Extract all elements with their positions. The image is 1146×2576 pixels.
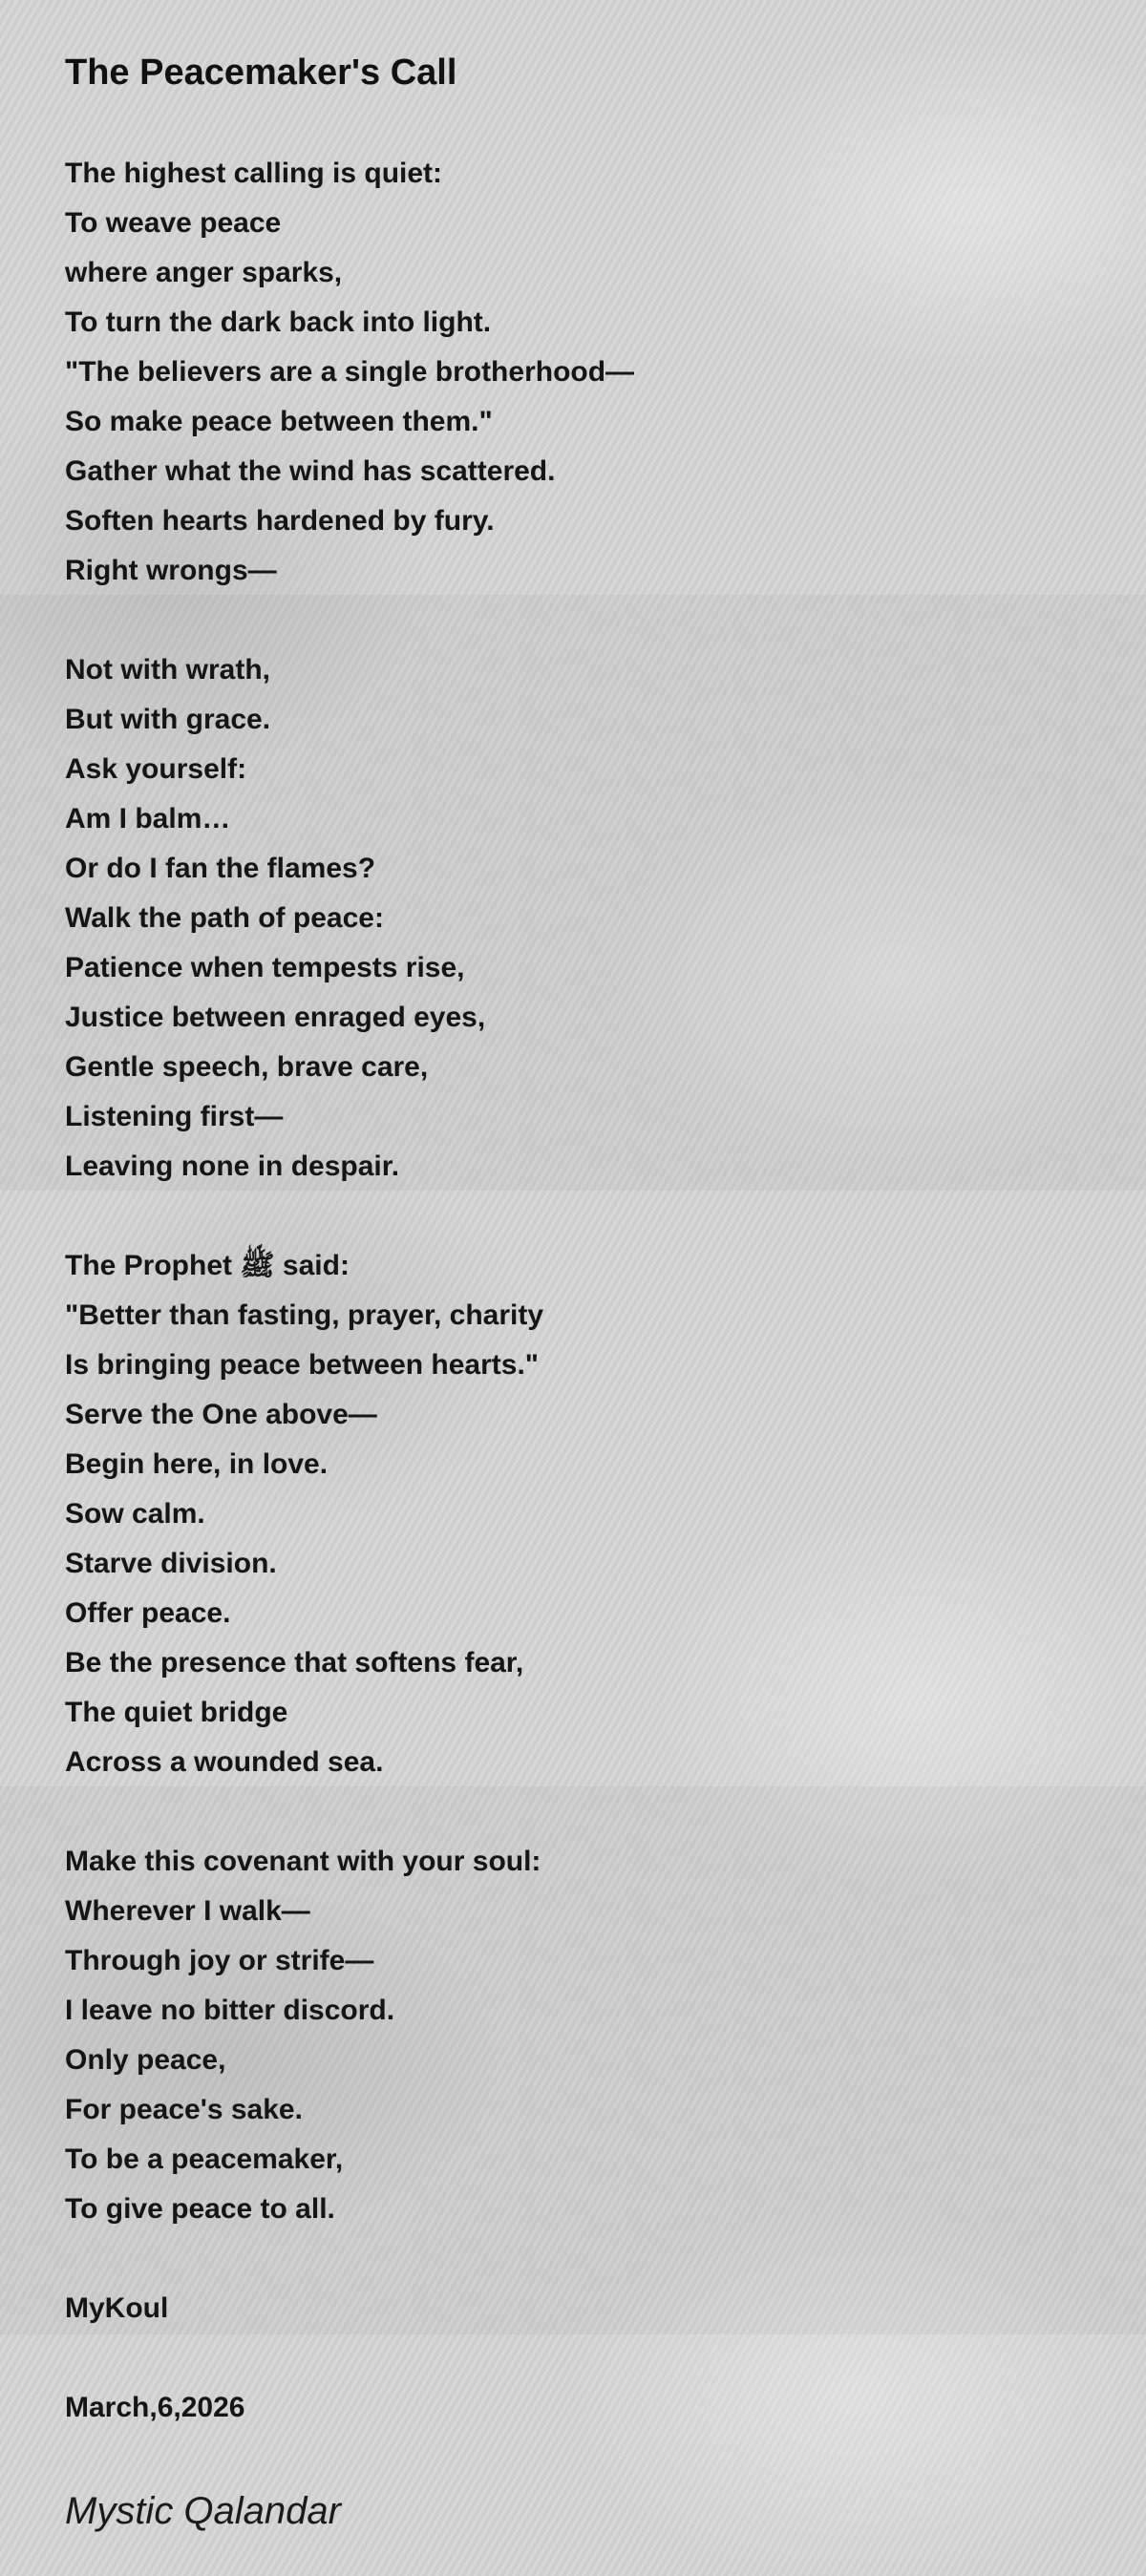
poem-line: Starve division. bbox=[65, 1548, 277, 1579]
poem-line: Is bringing peace between hearts." bbox=[65, 1349, 540, 1381]
poem-line: Through joy or strife— bbox=[65, 1945, 374, 1976]
poem-card bbox=[65, 44, 1096, 2540]
signature: Mystic Qalandar bbox=[65, 2490, 341, 2532]
poem-line: The highest calling is quiet: bbox=[65, 158, 443, 189]
poem-line: Ask yourself: bbox=[65, 753, 247, 785]
poem-line: Am I balm… bbox=[65, 803, 231, 834]
poem-line: To be a peacemaker, bbox=[65, 2143, 344, 2175]
section-gap bbox=[65, 2333, 1096, 2383]
poem-line: Justice between enraged eyes, bbox=[65, 1002, 486, 1033]
stanza-1 bbox=[65, 149, 1096, 596]
poem-line: "The believers are a single brotherhood— bbox=[65, 356, 635, 388]
stanza-3 bbox=[65, 1241, 1096, 1787]
poem-line: Offer peace. bbox=[65, 1597, 231, 1629]
poem-line: But with grace. bbox=[65, 704, 271, 735]
stanza-4 bbox=[65, 1837, 1096, 2234]
poem-line: The quiet bridge bbox=[65, 1697, 288, 1728]
stanza-gap bbox=[65, 1787, 1096, 1837]
poem-line: Wherever I walk— bbox=[65, 1895, 310, 1927]
poem-line: I leave no bitter discord. bbox=[65, 1995, 395, 2026]
poem-title: The Peacemaker's Call bbox=[65, 53, 457, 93]
poem-line: Patience when tempests rise, bbox=[65, 952, 465, 983]
poem-line: "Better than fasting, prayer, charity bbox=[65, 1299, 544, 1331]
poem-line: So make peace between them." bbox=[65, 406, 493, 437]
poem-line: Only peace, bbox=[65, 2044, 226, 2076]
poem-line: The Prophet ﷺ said: bbox=[65, 1250, 350, 1281]
poem-line: For peace's sake. bbox=[65, 2094, 303, 2125]
poem-line: To weave peace bbox=[65, 207, 282, 239]
poem-line: Be the presence that softens fear, bbox=[65, 1647, 524, 1679]
poem-line: Listening first— bbox=[65, 1101, 284, 1132]
stanza-2 bbox=[65, 645, 1096, 1192]
poem-line: To give peace to all. bbox=[65, 2193, 335, 2225]
author-name: MyKoul bbox=[65, 2292, 169, 2324]
poem-line: Gentle speech, brave care, bbox=[65, 1051, 429, 1083]
poem-line: Not with wrath, bbox=[65, 654, 270, 686]
poem-date: March,6,2026 bbox=[65, 2392, 245, 2423]
poem-line: Serve the One above— bbox=[65, 1399, 377, 1430]
poem-line: Soften hearts hardened by fury. bbox=[65, 505, 495, 537]
poem-line: Begin here, in love. bbox=[65, 1448, 329, 1480]
poem-line: Gather what the wind has scattered. bbox=[65, 455, 556, 487]
stanza-gap bbox=[65, 2234, 1096, 2284]
poem-line: where anger sparks, bbox=[65, 257, 343, 288]
poem-line: To turn the dark back into light. bbox=[65, 306, 492, 338]
poem-line: Right wrongs— bbox=[65, 555, 277, 586]
stanza-gap bbox=[65, 1192, 1096, 1241]
poem-line: Sow calm. bbox=[65, 1498, 205, 1530]
stanza-gap bbox=[65, 596, 1096, 645]
poem-line: Across a wounded sea. bbox=[65, 1746, 384, 1778]
poem-line: Or do I fan the flames? bbox=[65, 853, 376, 884]
poem-line: Leaving none in despair. bbox=[65, 1151, 400, 1182]
poem-line: Walk the path of peace: bbox=[65, 902, 384, 934]
poem-line: Make this covenant with your soul: bbox=[65, 1846, 541, 1877]
